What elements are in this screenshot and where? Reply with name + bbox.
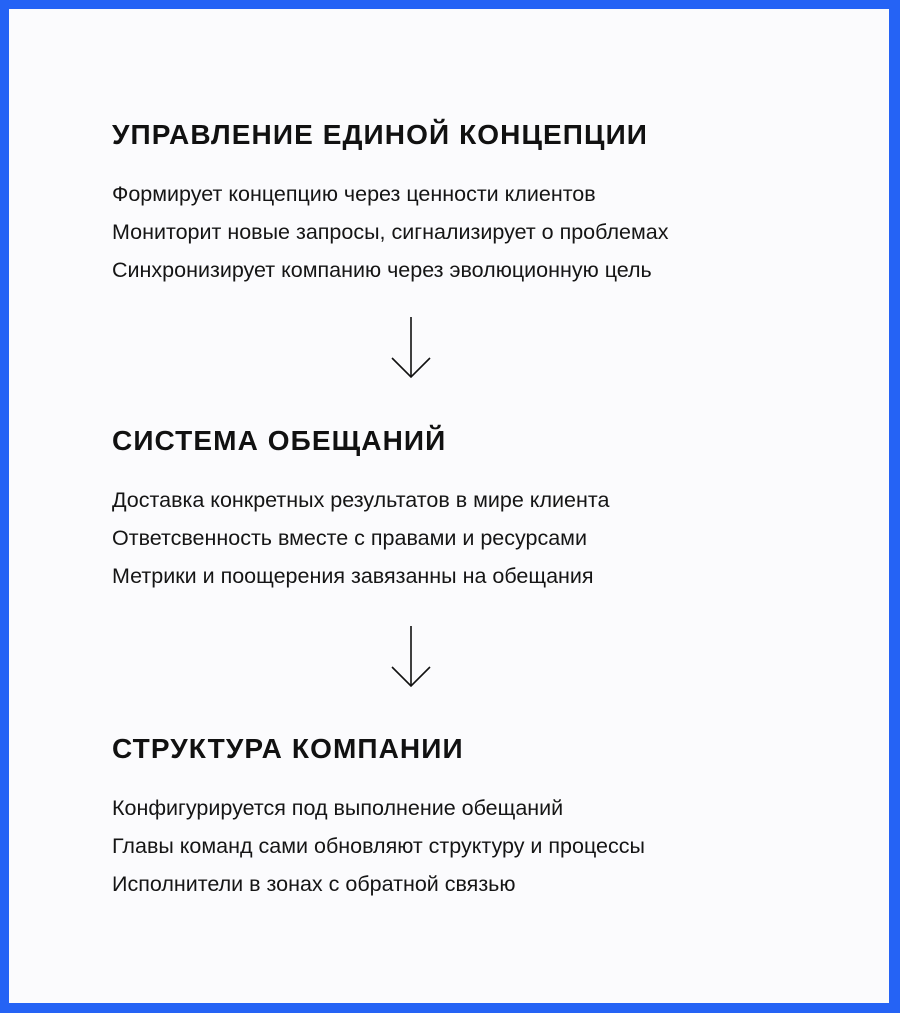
section-promises — [112, 423, 812, 595]
section-title-structure: СТРУКТУРА КОМПАНИИ — [112, 733, 464, 764]
section-lines-structure — [112, 789, 812, 903]
list-item: Формирует концепцию через ценности клиентов — [112, 182, 596, 206]
section-concept — [112, 117, 812, 289]
list-item: Метрики и поощерения завязанны на обещания — [112, 564, 594, 588]
section-structure — [112, 731, 812, 903]
section-title-promises: СИСТЕМА ОБЕЩАНИЙ — [112, 425, 447, 456]
diagram-card — [9, 9, 889, 1003]
list-item: Конфигурируется под выполнение обещаний — [112, 796, 564, 820]
down-arrow-icon — [389, 315, 433, 381]
section-title-concept: УПРАВЛЕНИЕ ЕДИНОЙ КОНЦЕПЦИИ — [112, 119, 649, 150]
list-item: Доставка конкретных результатов в мире клиента — [112, 488, 610, 512]
down-arrow-icon — [389, 624, 433, 690]
list-item: Мониторит новые запросы, сигнализирует о проблемах — [112, 220, 669, 244]
list-item: Главы команд сами обновляют структуру и процессы — [112, 834, 645, 858]
section-lines-promises — [112, 481, 812, 595]
list-item: Синхронизирует компанию через эволюционную цель — [112, 258, 652, 282]
list-item: Ответсвенность вместе с правами и ресурсами — [112, 526, 587, 550]
section-lines-concept — [112, 175, 812, 289]
list-item: Исполнители в зонах с обратной связью — [112, 872, 516, 896]
